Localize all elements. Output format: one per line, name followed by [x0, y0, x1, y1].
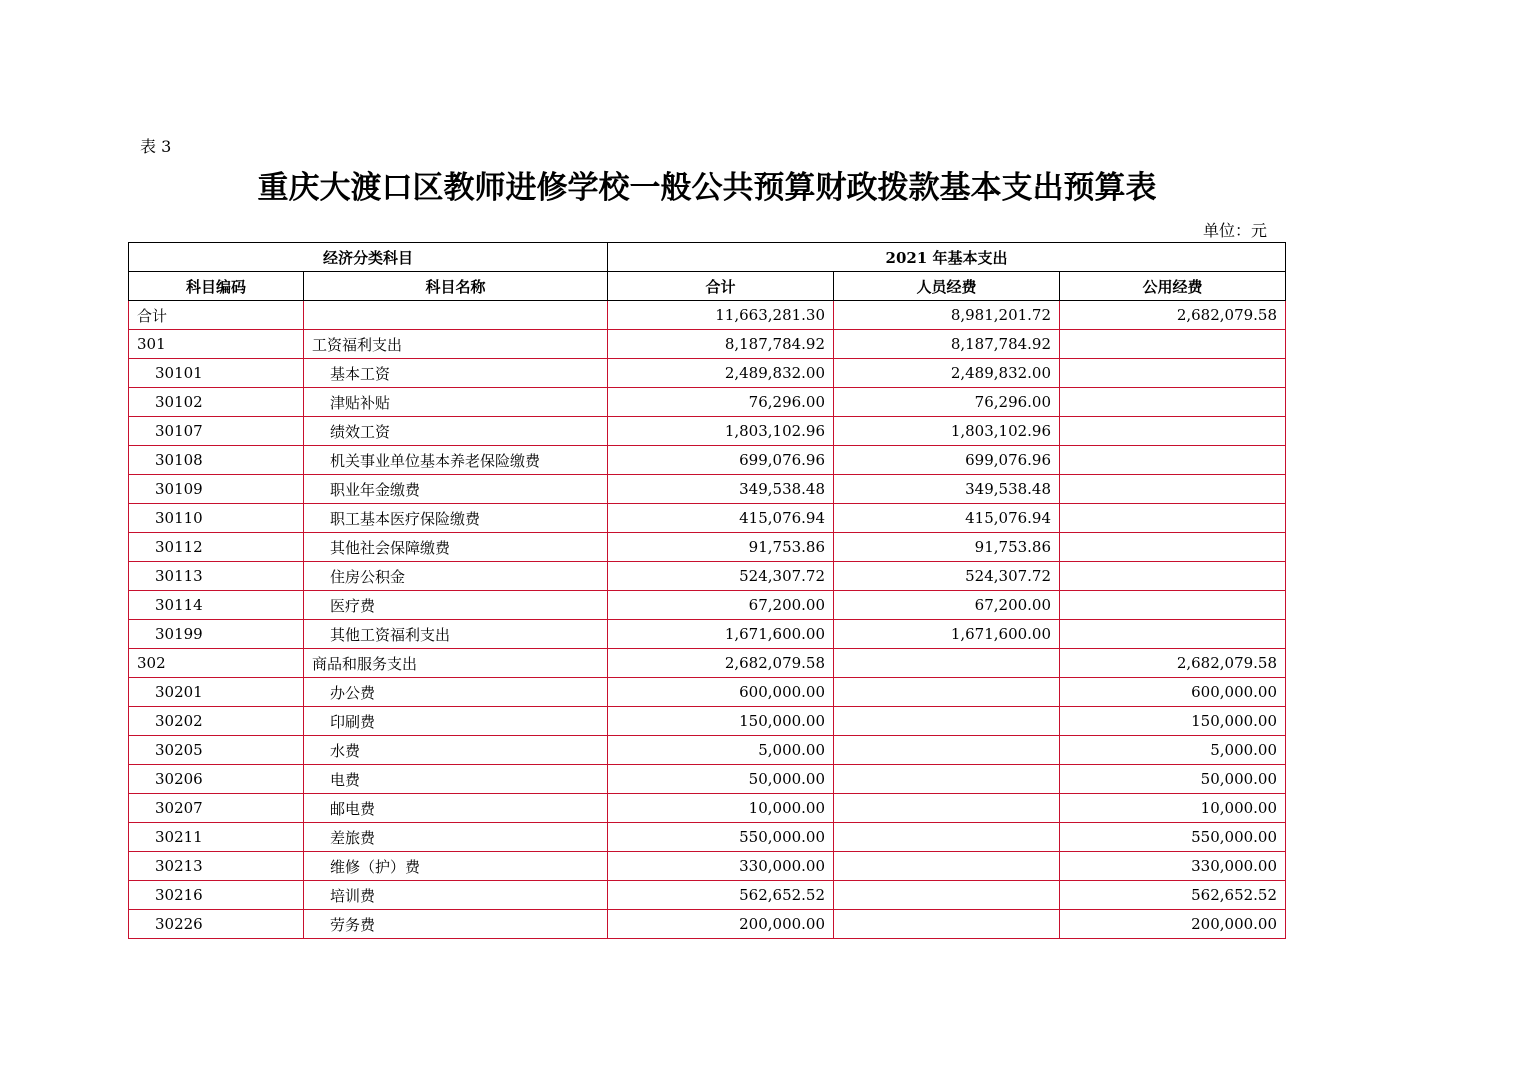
cell-code: 30211 — [129, 823, 304, 852]
cell-total: 524,307.72 — [608, 562, 834, 591]
cell-name: 津贴补贴 — [304, 388, 608, 417]
column-header-personnel: 人员经费 — [834, 272, 1060, 301]
cell-public: 330,000.00 — [1060, 852, 1286, 881]
cell-total: 11,663,281.30 — [608, 301, 834, 330]
cell-total: 2,489,832.00 — [608, 359, 834, 388]
cell-name: 绩效工资 — [304, 417, 608, 446]
cell-total: 10,000.00 — [608, 794, 834, 823]
cell-total: 76,296.00 — [608, 388, 834, 417]
cell-code: 30101 — [129, 359, 304, 388]
table-row — [129, 417, 1286, 446]
cell-name: 机关事业单位基本养老保险缴费 — [304, 446, 608, 475]
cell-personnel: 524,307.72 — [834, 562, 1060, 591]
cell-total: 415,076.94 — [608, 504, 834, 533]
cell-public: 50,000.00 — [1060, 765, 1286, 794]
cell-total: 200,000.00 — [608, 910, 834, 939]
cell-public — [1060, 417, 1286, 446]
table-row — [129, 823, 1286, 852]
cell-public: 2,682,079.58 — [1060, 301, 1286, 330]
column-header-row — [129, 272, 1286, 301]
cell-name: 办公费 — [304, 678, 608, 707]
cell-code: 301 — [129, 330, 304, 359]
cell-name: 商品和服务支出 — [304, 649, 608, 678]
cell-code: 30216 — [129, 881, 304, 910]
table-row — [129, 533, 1286, 562]
cell-total: 1,803,102.96 — [608, 417, 834, 446]
table-row — [129, 388, 1286, 417]
column-header-public: 公用经费 — [1060, 272, 1286, 301]
cell-name: 印刷费 — [304, 707, 608, 736]
table-row — [129, 910, 1286, 939]
cell-public — [1060, 388, 1286, 417]
cell-personnel — [834, 736, 1060, 765]
cell-name — [304, 301, 608, 330]
table-row — [129, 707, 1286, 736]
cell-code: 30207 — [129, 794, 304, 823]
table-row — [129, 678, 1286, 707]
cell-code: 合计 — [129, 301, 304, 330]
cell-personnel — [834, 852, 1060, 881]
table-row — [129, 620, 1286, 649]
group-header-basic-expenditure: 2021 年基本支出 — [608, 243, 1286, 272]
cell-code: 30205 — [129, 736, 304, 765]
cell-code: 30113 — [129, 562, 304, 591]
cell-personnel: 349,538.48 — [834, 475, 1060, 504]
table-row — [129, 881, 1286, 910]
cell-code: 30107 — [129, 417, 304, 446]
column-header-code: 科目编码 — [129, 272, 304, 301]
table-row — [129, 649, 1286, 678]
cell-name: 水费 — [304, 736, 608, 765]
cell-public — [1060, 446, 1286, 475]
cell-personnel: 67,200.00 — [834, 591, 1060, 620]
cell-personnel: 699,076.96 — [834, 446, 1060, 475]
cell-code: 30199 — [129, 620, 304, 649]
group-header-row — [129, 243, 1286, 272]
cell-name: 培训费 — [304, 881, 608, 910]
cell-public: 2,682,079.58 — [1060, 649, 1286, 678]
cell-total: 699,076.96 — [608, 446, 834, 475]
table-row — [129, 330, 1286, 359]
cell-personnel — [834, 910, 1060, 939]
cell-total: 349,538.48 — [608, 475, 834, 504]
cell-name: 邮电费 — [304, 794, 608, 823]
cell-public: 150,000.00 — [1060, 707, 1286, 736]
cell-name: 医疗费 — [304, 591, 608, 620]
cell-personnel: 91,753.86 — [834, 533, 1060, 562]
cell-total: 8,187,784.92 — [608, 330, 834, 359]
unit-label: 单位：元 — [1203, 221, 1268, 240]
cell-public: 10,000.00 — [1060, 794, 1286, 823]
cell-total: 67,200.00 — [608, 591, 834, 620]
cell-name: 住房公积金 — [304, 562, 608, 591]
cell-personnel: 415,076.94 — [834, 504, 1060, 533]
cell-total: 150,000.00 — [608, 707, 834, 736]
table-row — [129, 504, 1286, 533]
cell-public — [1060, 475, 1286, 504]
cell-public — [1060, 533, 1286, 562]
cell-total: 330,000.00 — [608, 852, 834, 881]
cell-name: 差旅费 — [304, 823, 608, 852]
cell-name: 基本工资 — [304, 359, 608, 388]
table-row — [129, 475, 1286, 504]
cell-name: 电费 — [304, 765, 608, 794]
table-row — [129, 562, 1286, 591]
cell-personnel — [834, 794, 1060, 823]
cell-personnel — [834, 823, 1060, 852]
cell-public — [1060, 620, 1286, 649]
cell-personnel — [834, 765, 1060, 794]
cell-name: 维修（护）费 — [304, 852, 608, 881]
cell-code: 302 — [129, 649, 304, 678]
cell-public — [1060, 330, 1286, 359]
cell-code: 30109 — [129, 475, 304, 504]
table-row — [129, 359, 1286, 388]
cell-total: 600,000.00 — [608, 678, 834, 707]
cell-code: 30206 — [129, 765, 304, 794]
cell-code: 30213 — [129, 852, 304, 881]
cell-code: 30102 — [129, 388, 304, 417]
cell-public: 5,000.00 — [1060, 736, 1286, 765]
cell-personnel: 2,489,832.00 — [834, 359, 1060, 388]
cell-public — [1060, 504, 1286, 533]
table-row — [129, 446, 1286, 475]
cell-personnel — [834, 707, 1060, 736]
cell-total: 550,000.00 — [608, 823, 834, 852]
table-number: 表 3 — [140, 137, 172, 156]
cell-name: 职工基本医疗保险缴费 — [304, 504, 608, 533]
cell-total: 1,671,600.00 — [608, 620, 834, 649]
table-row — [129, 301, 1286, 330]
cell-name: 职业年金缴费 — [304, 475, 608, 504]
cell-code: 30110 — [129, 504, 304, 533]
cell-total: 50,000.00 — [608, 765, 834, 794]
cell-code: 30226 — [129, 910, 304, 939]
cell-public: 200,000.00 — [1060, 910, 1286, 939]
cell-total: 5,000.00 — [608, 736, 834, 765]
document-title: 重庆大渡口区教师进修学校一般公共预算财政拨款基本支出预算表 — [257, 170, 1157, 206]
group-header-economic-category: 经济分类科目 — [129, 243, 608, 272]
cell-total: 2,682,079.58 — [608, 649, 834, 678]
cell-personnel: 8,187,784.92 — [834, 330, 1060, 359]
cell-total: 91,753.86 — [608, 533, 834, 562]
cell-code: 30202 — [129, 707, 304, 736]
table-row — [129, 736, 1286, 765]
cell-personnel — [834, 881, 1060, 910]
cell-code: 30108 — [129, 446, 304, 475]
cell-public: 600,000.00 — [1060, 678, 1286, 707]
cell-public: 562,652.52 — [1060, 881, 1286, 910]
cell-name: 劳务费 — [304, 910, 608, 939]
cell-code: 30201 — [129, 678, 304, 707]
cell-code: 30114 — [129, 591, 304, 620]
cell-name: 其他工资福利支出 — [304, 620, 608, 649]
cell-name: 工资福利支出 — [304, 330, 608, 359]
column-header-total: 合计 — [608, 272, 834, 301]
cell-name: 其他社会保障缴费 — [304, 533, 608, 562]
cell-public — [1060, 359, 1286, 388]
cell-personnel: 1,803,102.96 — [834, 417, 1060, 446]
cell-code: 30112 — [129, 533, 304, 562]
cell-personnel: 1,671,600.00 — [834, 620, 1060, 649]
cell-total: 562,652.52 — [608, 881, 834, 910]
table-row — [129, 591, 1286, 620]
table-row — [129, 794, 1286, 823]
budget-table — [128, 242, 1286, 939]
table-row — [129, 765, 1286, 794]
cell-public — [1060, 562, 1286, 591]
cell-public — [1060, 591, 1286, 620]
table-row — [129, 852, 1286, 881]
cell-personnel — [834, 678, 1060, 707]
cell-personnel: 8,981,201.72 — [834, 301, 1060, 330]
column-header-name: 科目名称 — [304, 272, 608, 301]
cell-public: 550,000.00 — [1060, 823, 1286, 852]
cell-personnel — [834, 649, 1060, 678]
cell-personnel: 76,296.00 — [834, 388, 1060, 417]
